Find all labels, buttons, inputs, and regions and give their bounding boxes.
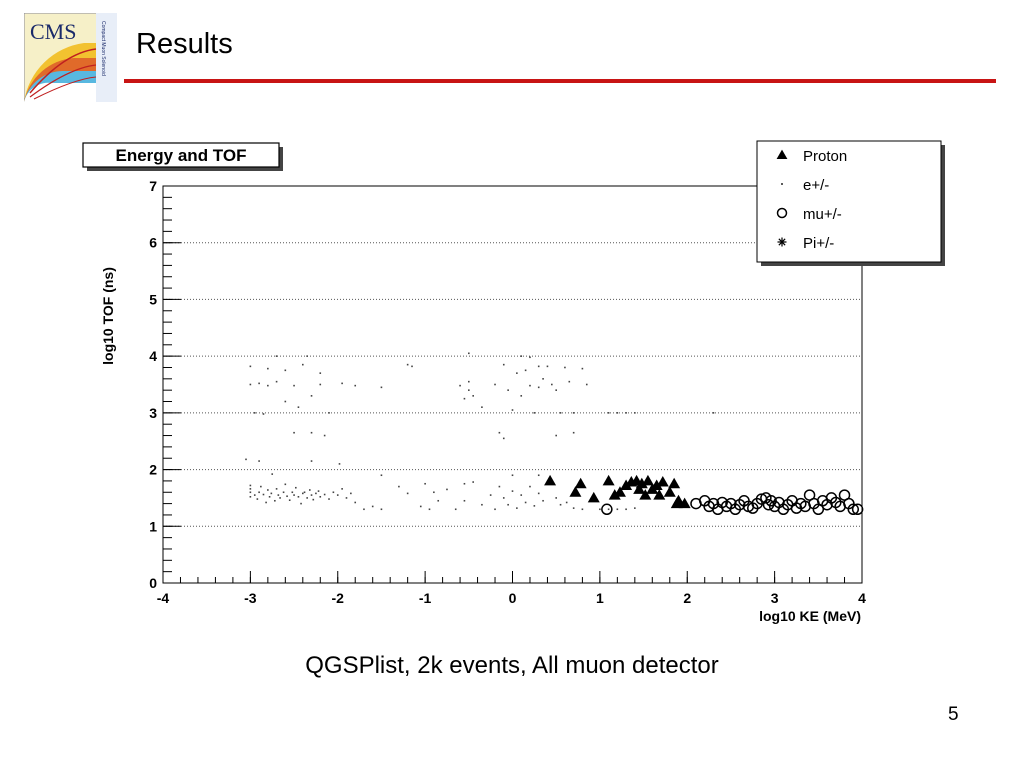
e-point [437, 500, 439, 502]
e-point [263, 494, 265, 496]
e-point [245, 459, 247, 461]
e-point [490, 494, 492, 496]
e-point [258, 383, 260, 385]
e-point [516, 507, 518, 509]
e-point [468, 381, 470, 383]
e-point [494, 384, 496, 386]
y-tick-labels [149, 178, 157, 591]
e-point [302, 493, 304, 495]
e-point [455, 508, 457, 510]
y-tick-label: 0 [149, 575, 157, 591]
legend-marker-e [781, 183, 783, 185]
e-point [354, 502, 356, 504]
e-point [599, 508, 601, 510]
e-point [555, 389, 557, 391]
e-point [263, 413, 265, 415]
e-point [617, 412, 619, 414]
chart-title: Energy and TOF [115, 146, 247, 165]
e-point [289, 499, 291, 501]
e-point [283, 491, 285, 493]
e-point [319, 496, 321, 498]
e-point [286, 495, 288, 497]
legend-label-mu: mu+/- [803, 206, 842, 223]
x-tick-label: 0 [508, 590, 517, 606]
e-point [311, 432, 313, 434]
e-point [468, 353, 470, 355]
e-point [625, 508, 627, 510]
e-point [267, 385, 269, 387]
e-point [472, 395, 474, 397]
e-point [411, 366, 413, 368]
svg-text:Compact Muon Solenoid: Compact Muon Solenoid [100, 21, 106, 76]
e-point [542, 500, 544, 502]
e-point [538, 474, 540, 476]
e-point [254, 494, 256, 496]
e-point [250, 496, 252, 498]
e-point [309, 489, 311, 491]
x-tick-label: 2 [683, 590, 692, 606]
e-point [472, 481, 474, 483]
e-point [503, 497, 505, 499]
x-tick-label: -1 [418, 590, 432, 606]
e-point [337, 494, 339, 496]
y-tick-label: 1 [149, 518, 157, 535]
e-point [339, 463, 341, 465]
e-point [568, 381, 570, 383]
e-point [617, 508, 619, 510]
e-point [433, 491, 435, 493]
x-tick-label: -3 [244, 590, 257, 606]
e-point [512, 490, 514, 492]
e-point [250, 366, 252, 368]
e-point [250, 384, 252, 386]
e-point [319, 372, 321, 374]
y-tick-label: 4 [149, 348, 157, 365]
e-point [381, 474, 383, 476]
e-point [551, 384, 553, 386]
e-point [306, 355, 308, 357]
e-point [324, 494, 326, 496]
e-point [295, 487, 297, 489]
e-point [306, 497, 308, 499]
e-point [534, 505, 536, 507]
e-point [318, 490, 320, 492]
svg-text:CMS: CMS [30, 19, 77, 44]
e-point [538, 493, 540, 495]
e-point [525, 370, 527, 372]
e-point [534, 412, 536, 414]
e-point [507, 504, 509, 506]
e-point [258, 491, 260, 493]
e-point [298, 406, 300, 408]
e-point [315, 493, 317, 495]
e-point [407, 493, 409, 495]
e-point [520, 395, 522, 397]
e-point [258, 460, 260, 462]
legend-label-proton: Proton [803, 148, 848, 165]
e-point [625, 412, 627, 414]
x-axis-label: log10 KE (MeV) [759, 608, 861, 624]
e-point [586, 384, 588, 386]
e-point [267, 489, 269, 491]
e-point [529, 385, 531, 387]
e-point [285, 401, 287, 403]
e-point [311, 460, 313, 462]
e-point [608, 412, 610, 414]
x-tick-label: -4 [156, 590, 170, 606]
e-point [278, 494, 280, 496]
e-point [464, 398, 466, 400]
e-point [285, 370, 287, 372]
e-point [276, 355, 278, 357]
e-point [573, 432, 575, 434]
e-point [555, 435, 557, 437]
e-point [507, 389, 509, 391]
e-point [311, 395, 313, 397]
x-tick-label: 3 [770, 590, 779, 606]
x-tick-label: 1 [595, 590, 604, 606]
x-tick-labels [157, 590, 866, 606]
e-point [293, 432, 295, 434]
e-point [304, 491, 306, 493]
page-number: 5 [948, 704, 959, 725]
e-point [292, 491, 294, 493]
e-point [311, 494, 313, 496]
e-point [713, 412, 715, 414]
e-point [520, 494, 522, 496]
e-point [324, 435, 326, 437]
e-point [407, 364, 409, 366]
e-point [547, 366, 549, 368]
e-point [250, 485, 252, 487]
e-point [271, 493, 273, 495]
e-point [424, 483, 426, 485]
e-point [459, 385, 461, 387]
e-point [271, 473, 273, 475]
e-point [350, 493, 352, 495]
e-point [512, 474, 514, 476]
e-point [573, 507, 575, 509]
e-point [381, 387, 383, 389]
e-point [420, 506, 422, 508]
e-point [285, 484, 287, 486]
e-point [279, 497, 281, 499]
y-tick-label: 3 [149, 404, 157, 421]
e-point [302, 364, 304, 366]
e-point [429, 508, 431, 510]
e-point [254, 412, 256, 414]
e-point [300, 503, 302, 505]
e-point [333, 491, 335, 493]
e-point [512, 409, 514, 411]
e-point [276, 381, 278, 383]
e-point [260, 486, 262, 488]
e-point [265, 502, 267, 504]
e-point [446, 489, 448, 491]
e-point [274, 500, 276, 502]
e-point [529, 356, 531, 358]
e-point [328, 412, 330, 414]
x-tick-label: -2 [331, 590, 344, 606]
legend-label-pi: Pi+/- [803, 235, 835, 252]
e-point [257, 498, 259, 500]
e-point [293, 494, 295, 496]
e-point [250, 488, 252, 490]
legend-marker-pi [778, 238, 787, 247]
e-point [608, 508, 610, 510]
e-point [398, 486, 400, 488]
e-point [494, 508, 496, 510]
e-point [481, 504, 483, 506]
e-point [516, 372, 518, 374]
e-point [525, 502, 527, 504]
e-point [346, 497, 348, 499]
e-point [250, 491, 252, 493]
e-point [538, 366, 540, 368]
e-point [319, 384, 321, 386]
e-point [341, 383, 343, 385]
slide-caption: QGSPlist, 2k events, All muon detector [305, 652, 719, 679]
legend-label-e: e+/- [803, 177, 830, 194]
e-point [503, 364, 505, 366]
e-point [529, 486, 531, 488]
e-point [481, 406, 483, 408]
e-point [555, 497, 557, 499]
e-point [499, 486, 501, 488]
x-tick-label: 4 [858, 590, 866, 606]
e-point [328, 498, 330, 500]
y-tick-label: 6 [149, 234, 157, 251]
e-point [354, 385, 356, 387]
y-tick-label: 2 [149, 461, 157, 478]
e-point [312, 499, 314, 501]
e-point [520, 355, 522, 357]
e-point [372, 506, 374, 508]
e-point [276, 488, 278, 490]
e-point [464, 483, 466, 485]
e-point [499, 432, 501, 434]
e-point [573, 412, 575, 414]
y-axis-label: log10 TOF (ns) [100, 267, 116, 365]
e-point [267, 368, 269, 370]
e-point [293, 385, 295, 387]
e-point [503, 438, 505, 440]
slide-title: Results [136, 28, 233, 60]
y-tick-label: 7 [149, 178, 157, 194]
e-point [381, 508, 383, 510]
e-point [542, 378, 544, 380]
e-point [341, 488, 343, 490]
y-tick-label: 5 [149, 291, 157, 308]
e-point [363, 508, 365, 510]
e-point [560, 504, 562, 506]
e-point [298, 496, 300, 498]
e-point [468, 389, 470, 391]
e-point [564, 367, 566, 369]
e-point [538, 387, 540, 389]
e-point [269, 496, 271, 498]
e-point [566, 502, 568, 504]
e-point [634, 507, 636, 509]
e-point [582, 508, 584, 510]
e-point [582, 368, 584, 370]
e-point [464, 500, 466, 502]
e-point [560, 412, 562, 414]
e-point [634, 412, 636, 414]
